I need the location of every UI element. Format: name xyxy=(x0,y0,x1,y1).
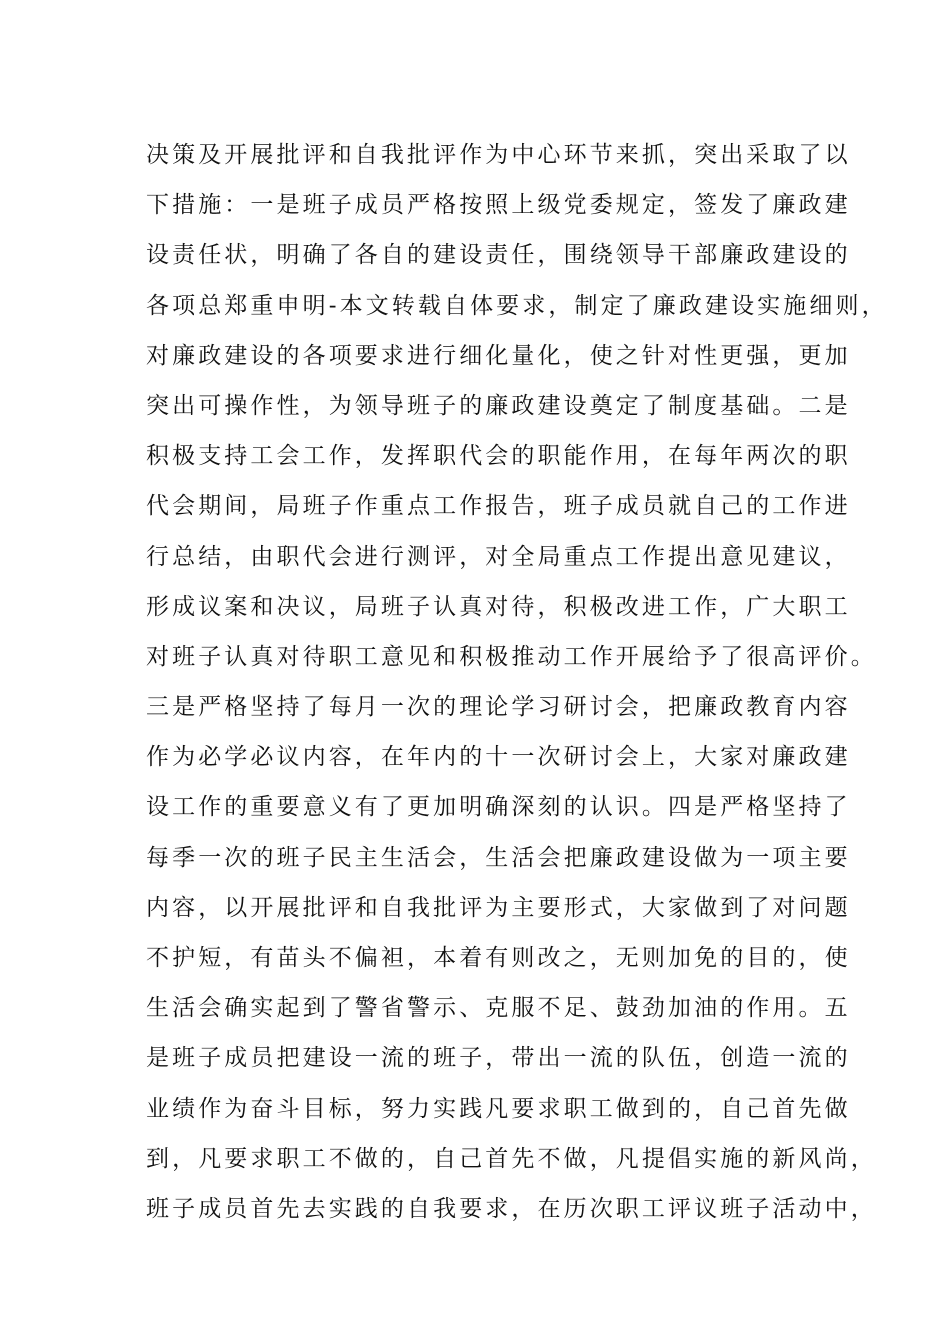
text-line-5: 对廉政建设的各项要求进行细化量化，使之针对性更强，更加 xyxy=(146,342,851,369)
text-line-20: 业绩作为奋斗目标，努力实践凡要求职工做到的，自己首先做 xyxy=(146,1095,851,1122)
text-line-9: 行总结，由职代会进行测评，对全局重点工作提出意见建议， xyxy=(146,543,851,570)
text-line-3: 设责任状，明确了各自的建设责任，围绕领导干部廉政建设的 xyxy=(146,242,851,269)
body-paragraph xyxy=(146,130,888,1234)
text-line-8: 代会期间，局班子作重点工作报告，班子成员就自己的工作进 xyxy=(146,493,851,520)
text-line-14: 设工作的重要意义有了更加明确深刻的认识。四是严格坚持了 xyxy=(146,794,851,821)
text-line-17: 不护短，有苗头不偏袒，本着有则改之，无则加免的目的，使 xyxy=(146,945,851,971)
text-line-12: 三是严格坚持了每月一次的理论学习研讨会，把廉政教育内容 xyxy=(146,694,851,721)
text-line-21: 到，凡要求职工不做的，自己首先不做，凡提倡实施的新风尚， xyxy=(146,1145,877,1172)
text-line-2: 下措施：一是班子成员严格按照上级党委规定，签发了廉政建 xyxy=(146,192,851,219)
text-line-18: 生活会确实起到了警省警示、克服不足、鼓劲加油的作用。五 xyxy=(146,995,851,1022)
text-line-10: 形成议案和决议，局班子认真对待，积极改进工作，广大职工 xyxy=(146,593,851,620)
text-line-6: 突出可操作性，为领导班子的廉政建设奠定了制度基础。二是 xyxy=(146,392,851,419)
text-line-1: 决策及开展批评和自我批评作为中心环节来抓，突出采取了以 xyxy=(146,142,851,168)
text-line-4: 各项总郑重申明-本文转载自体要求，制定了廉政建设实施细则， xyxy=(146,292,888,319)
text-line-19: 是班子成员把建设一流的班子，带出一流的队伍，创造一流的 xyxy=(146,1045,851,1072)
text-line-7: 积极支持工会工作，发挥职代会的职能作用，在每年两次的职 xyxy=(146,443,851,470)
text-line-16: 内容，以开展批评和自我批评为主要形式，大家做到了对问题 xyxy=(146,894,851,921)
text-line-11: 对班子认真对待职工意见和积极推动工作开展给予了很高评价。 xyxy=(146,643,877,670)
text-line-15: 每季一次的班子民主生活会，生活会把廉政建设做为一项主要 xyxy=(146,844,851,871)
text-line-13: 作为必学必议内容，在年内的十一次研讨会上，大家对廉政建 xyxy=(146,744,851,771)
text-line-22: 班子成员首先去实践的自我要求，在历次职工评议班子活动中， xyxy=(146,1195,877,1222)
